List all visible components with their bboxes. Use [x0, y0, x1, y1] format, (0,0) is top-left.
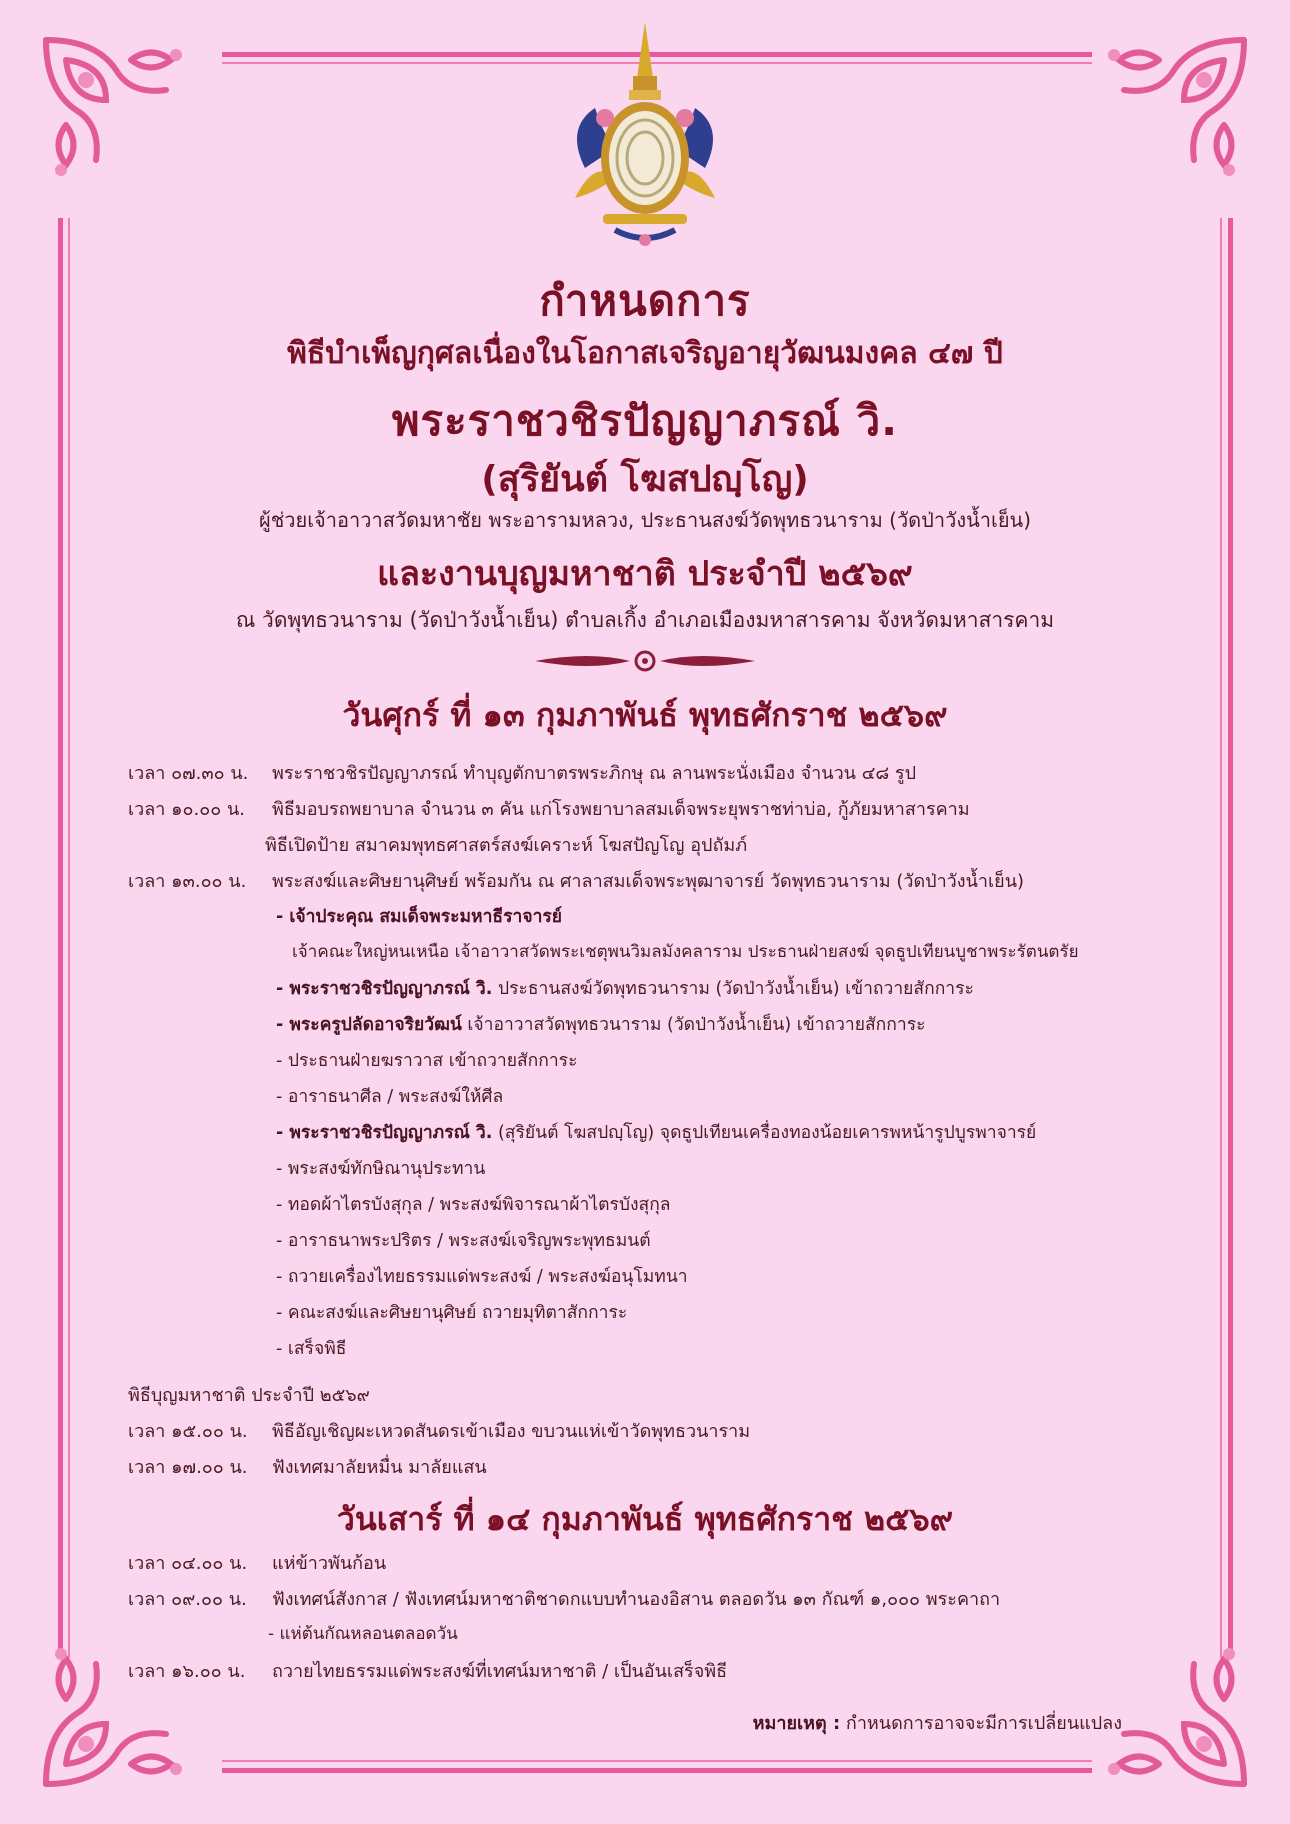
sub-item-text: - อาราธนาพระปริตร / พระสงฆ์เจริญพระพุทธมนต์ [276, 1231, 651, 1251]
sub-item [292, 938, 1290, 965]
schedule-row [128, 1656, 1188, 1685]
monk-position: ผู้ช่วยเจ้าอาวาสวัดมหาชัย พระอารามหลวง, ประธานสงฆ์วัดพุทธวนาราม (วัดป่าวังน้ำเย็น) [258, 508, 1032, 532]
schedule-row [128, 1416, 1188, 1445]
sub-item [276, 902, 1290, 930]
schedule-row [128, 866, 1188, 895]
schedule-row [128, 1584, 1188, 1613]
event-title: และงานบุญมหาชาติ ประจำปี ๒๕๖๙ [377, 554, 913, 594]
royal-emblem-icon [555, 18, 735, 250]
schedule-row-continued [268, 1620, 1290, 1647]
schedule-time: เวลา ๑๗.๐๐ น. [128, 1457, 248, 1478]
sub-item-text: - ประธานฝ่ายฆราวาส เข้าถวายสักการะ [276, 1051, 578, 1071]
sub-item [276, 1046, 1290, 1074]
sub-item-text: เจ้าอาวาสวัดพุทธวนาราม (วัดป่าวังน้ำเย็น) เข้าถวายสักการะ [461, 1015, 926, 1035]
sub-item [276, 1334, 1290, 1362]
footer-note-label: หมายเหตุ : [752, 1713, 841, 1734]
footer-note-text: กำหนดการอาจจะมีการเปลี่ยนแปลง [840, 1713, 1122, 1734]
schedule-text: แห่ข้าวพันก้อน [272, 1553, 387, 1574]
frame-left-line-inner [68, 218, 70, 1658]
frame-bottom-line [222, 1768, 1092, 1773]
monk-title: พระราชวชิรปัญญาภรณ์ วิ. [391, 396, 899, 445]
schedule-row [128, 794, 1188, 823]
sub-item-text: (สุริยันต์ โฆสปญฺโญ) จุดธูปเทียนเครื่องทองน้อยเคารพหน้ารูปบูรพาจารย์ [492, 1123, 1037, 1143]
footer-note [753, 1708, 1122, 1737]
sub-item-text: เจ้าคณะใหญ่หนเหนือ เจ้าอาวาสวัดพระเชตุพนวิมลมังคลาราม ประธานฝ่ายสงฆ์ จุดธูปเทียนบูชาพระรัตนตรัย [292, 942, 1079, 962]
sub-item-text: - ทอดผ้าไตรบังสุกุล / พระสงฆ์พิจารณาผ้าไตรบังสุกุล [276, 1195, 671, 1215]
sub-item [276, 1118, 1290, 1146]
schedule-text: พระสงฆ์และศิษยานุศิษย์ พร้อมกัน ณ ศาลาสมเด็จพระพุฒาจารย์ วัดพุทธวนาราม (วัดป่าวังน้ำเย็น) [272, 871, 1025, 892]
schedule-text: พิธีอัญเชิญผะเหวดสันดรเข้าเมือง ขบวนแห่เข้าวัดพุทธวนาราม [272, 1421, 751, 1442]
schedule-time: เวลา ๑๐.๐๐ น. [128, 799, 245, 820]
schedule-time: เวลา ๐๙.๐๐ น. [128, 1589, 247, 1610]
corner-ornament-top-right [1084, 30, 1254, 200]
corner-ornament-top-left [36, 30, 206, 200]
page-title: กำหนดการ [539, 276, 751, 325]
sub-item-text: ประธานสงฆ์วัดพุทธวนาราม (วัดป่าวังน้ำเย็น) เข้าถวายสักการะ [492, 979, 974, 999]
sub-item [276, 1262, 1290, 1290]
schedule-text: ถวายไทยธรรมแด่พระสงฆ์ที่เทศน์มหาชาติ / เป็นอันเสร็จพิธี [272, 1661, 728, 1682]
schedule-time: เวลา ๑๖.๐๐ น. [128, 1661, 246, 1682]
schedule-text: พิธีมอบรถพยาบาล จำนวน ๓ คัน แก่โรงพยาบาลสมเด็จพระยุพราชท่าบ่อ, กู้ภัยมหาสารคาม [272, 799, 970, 820]
event-place: ณ วัดพุทธวนาราม (วัดป่าวังน้ำเย็น) ตำบลเกิ้ง อำเภอเมืองมหาสารคาม จังหวัดมหาสารคาม [235, 608, 1055, 632]
sub-item-text: - พระสงฆ์ทักษิณานุประทาน [276, 1159, 486, 1179]
sub-item [276, 1298, 1290, 1326]
sub-item-text: - คณะสงฆ์และศิษยานุศิษย์ ถวายมุทิตาสักการะ [276, 1303, 628, 1323]
sub-item-text: - ถวายเครื่องไทยธรรมแด่พระสงฆ์ / พระสงฆ์อนุโมทนา [276, 1267, 688, 1287]
schedule-row [128, 1548, 1188, 1577]
schedule-text: ฟังเทศน์สังกาส / ฟังเทศน์มหาชาติชาดกแบบทำนองอิสาน ตลอดวัน ๑๓ กัณฑ์ ๑,๐๐๐ พระคาถา [272, 1589, 1001, 1610]
sub-item-bold: - เจ้าประคุณ สมเด็จพระมหาธีราจารย์ [276, 907, 563, 927]
sub-item-text: - เสร็จพิธี [276, 1339, 347, 1359]
sub-item-bold: - พระราชวชิรปัญญาภรณ์ วิ. [276, 1123, 493, 1143]
schedule-row [128, 758, 1188, 787]
sub-item [276, 1154, 1290, 1182]
schedule-time: เวลา ๑๕.๐๐ น. [128, 1421, 248, 1442]
sub-item-text: - อาราธนาศีล / พระสงฆ์ให้ศีล [276, 1087, 504, 1107]
section-label: พิธีบุญมหาชาติ ประจำปี ๒๕๖๙ [128, 1385, 370, 1406]
sub-item [276, 974, 1290, 1002]
corner-ornament-bottom-left [36, 1624, 206, 1794]
ornamental-divider-icon [530, 646, 760, 676]
schedule-row [128, 1452, 1188, 1481]
schedule-time: เวลา ๑๓.๐๐ น. [128, 871, 247, 892]
sub-item-bold: - พระครูปลัดอาจริยวัฒน์ [276, 1015, 462, 1035]
day2-heading: วันเสาร์ ที่ ๑๔ กุมภาพันธ์ พุทธศักราช ๒๕๖๙ [336, 1500, 954, 1538]
sub-item [276, 1082, 1290, 1110]
schedule-row-continued [265, 830, 1290, 859]
sub-item [276, 1010, 1290, 1038]
monk-name: (สุริยันต์ โฆสปญฺโญ) [481, 459, 809, 500]
schedule-text: - แห่ต้นกัณหลอนตลอดวัน [268, 1624, 458, 1644]
schedule-text: ฟังเทศมาลัยหมื่น มาลัยแสน [272, 1457, 487, 1478]
sub-item-bold: - พระราชวชิรปัญญาภรณ์ วิ. [276, 979, 493, 999]
schedule-time: เวลา ๐๗.๓๐ น. [128, 763, 249, 784]
frame-bottom-line-inner [222, 1760, 1092, 1762]
schedule-text: พิธีเปิดป้าย สมาคมพุทธศาสตร์สงฆ์เคราะห์ โฆสปัญโญ อุปถัมภ์ [265, 835, 748, 856]
frame-left-line [58, 218, 63, 1658]
day1-heading: วันศุกร์ ที่ ๑๓ กุมภาพันธ์ พุทธศักราช ๒๕๖๙ [342, 696, 948, 734]
schedule-time: เวลา ๐๔.๐๐ น. [128, 1553, 248, 1574]
schedule-text: พระราชวชิรปัญญาภรณ์ ทำบุญตักบาตรพระภิกษุ ณ ลานพระนั่งเมือง จำนวน ๔๘ รูป [272, 763, 917, 784]
ceremony-subtitle: พิธีบำเพ็ญกุศลเนื่องในโอกาสเจริญอายุวัฒนมงคล ๔๗ ปี [287, 336, 1003, 371]
sub-item [276, 1190, 1290, 1218]
sub-item [276, 1226, 1290, 1254]
